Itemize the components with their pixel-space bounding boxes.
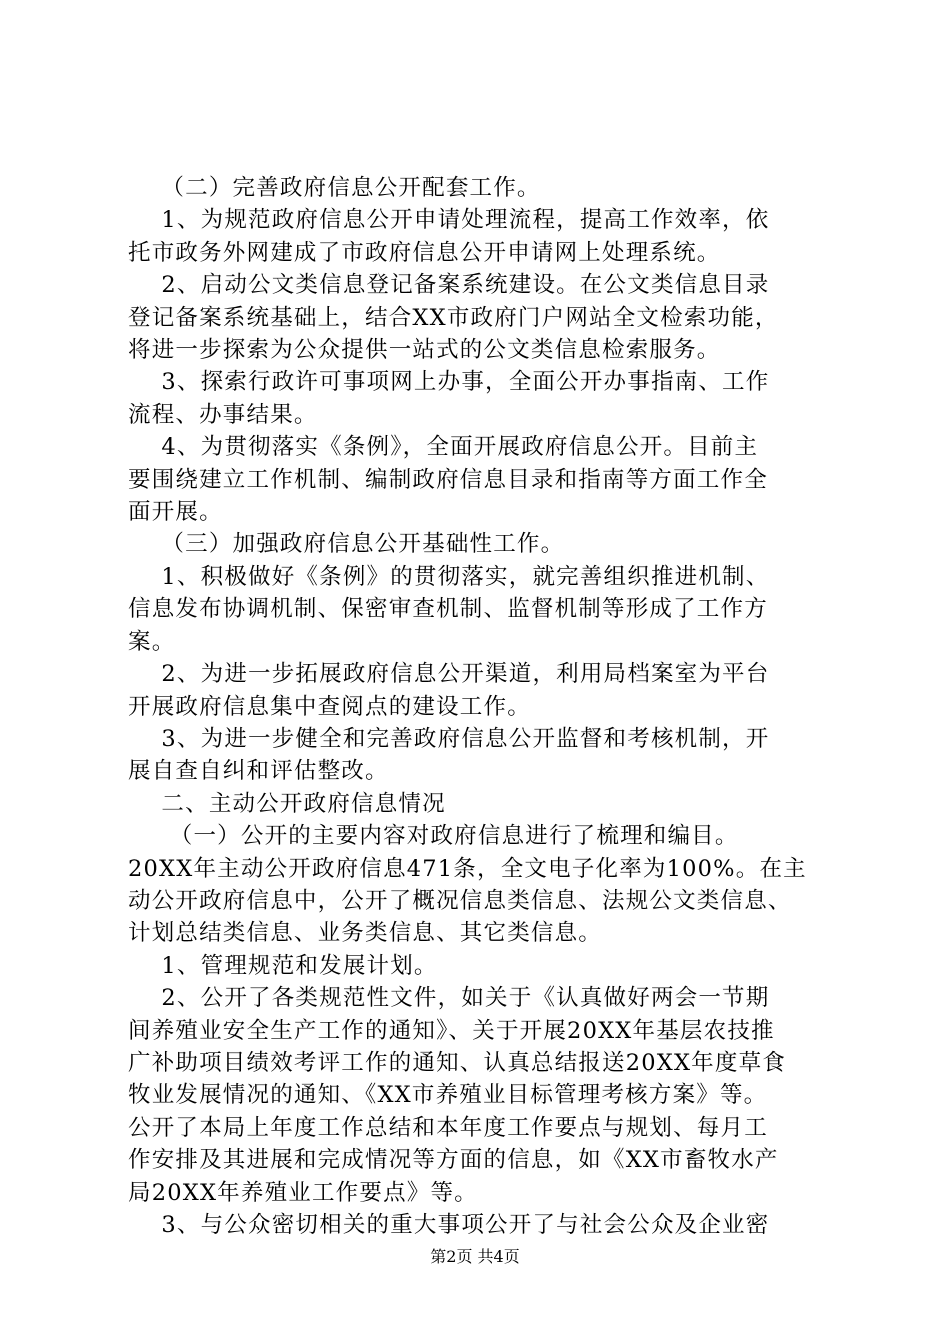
text-line: 1、管理规范和发展计划。 [128,952,438,979]
page-number: 第2页 共4页 [430,1247,520,1266]
text-line: 动公开政府信息中，公开了概况信息类信息、法规公文类信息、 [128,887,792,914]
text-line: 面开展。 [128,499,223,526]
text-line: 展自查自纠和评估整改。 [128,758,389,785]
text-line: 2、启动公文类信息登记备案系统建设。在公文类信息目录 [128,272,770,299]
text-line: 1、为规范政府信息公开申请处理流程，提高工作效率，依 [128,207,770,234]
text-line: 局20XX年养殖业工作要点》等。 [128,1179,478,1206]
text-line: （三）加强政府信息公开基础性工作。 [128,531,565,558]
text-line: 牧业发展情况的通知、《XX市养殖业目标管理考核方案》等。 [128,1082,768,1109]
text-line: （二）完善政府信息公开配套工作。 [128,175,541,201]
text-line: 2、为进一步拓展政府信息公开渠道，利用局档案室为平台 [128,661,770,688]
text-line: （一）公开的主要内容对政府信息进行了梳理和编目。 [128,823,739,850]
text-line: 广补助项目绩效考评工作的通知、认真总结报送20XX年度草食 [128,1049,786,1076]
text-line: 20XX年主动公开政府信息471条，全文电子化率为100%。在主 [128,855,807,882]
text-line: 将进一步探索为公众提供一站式的公文类信息检索服务。 [128,337,721,364]
text-line: 计划总结类信息、业务类信息、其它类信息。 [128,920,603,947]
document-body [128,172,840,1241]
text-line: 3、探索行政许可事项网上办事，全面公开办事指南、工作 [128,369,770,396]
text-line: 二、主动公开政府信息情况 [128,790,446,817]
text-line: 间养殖业安全生产工作的通知》、关于开展20XX年基层农技推 [128,1017,775,1044]
page-footer [0,1244,950,1267]
text-line: 3、为进一步健全和完善政府信息公开监督和考核机制，开 [128,725,770,752]
text-line: 2、公开了各类规范性文件，如关于《认真做好两会一节期 [128,985,770,1012]
text-line: 要围绕建立工作机制、编制政府信息目录和指南等方面工作全 [128,466,768,493]
text-line: 信息发布协调机制、保密审查机制、监督机制等形成了工作方 [128,596,768,623]
text-line: 托市政务外网建成了市政府信息公开申请网上处理系统。 [128,239,721,266]
text-line: 流程、办事结果。 [128,401,318,428]
text-line: 1、积极做好《条例》的贯彻落实，就完善组织推进机制、 [128,563,770,590]
text-line: 公开了本局上年度工作总结和本年度工作要点与规划、每月工 [128,1114,768,1141]
text-line: 3、与公众密切相关的重大事项公开了与社会公众及企业密 [128,1212,770,1238]
text-line: 案。 [128,628,176,655]
text-line: 作安排及其进展和完成情况等方面的信息，如《XX市畜牧水产 [128,1147,779,1174]
text-line: 4、为贯彻落实《条例》，全面开展政府信息公开。目前主 [128,434,759,461]
text-line: 登记备案系统基础上，结合XX市政府门户网站全文检索功能， [128,304,779,331]
text-line: 开展政府信息集中查阅点的建设工作。 [128,693,531,720]
